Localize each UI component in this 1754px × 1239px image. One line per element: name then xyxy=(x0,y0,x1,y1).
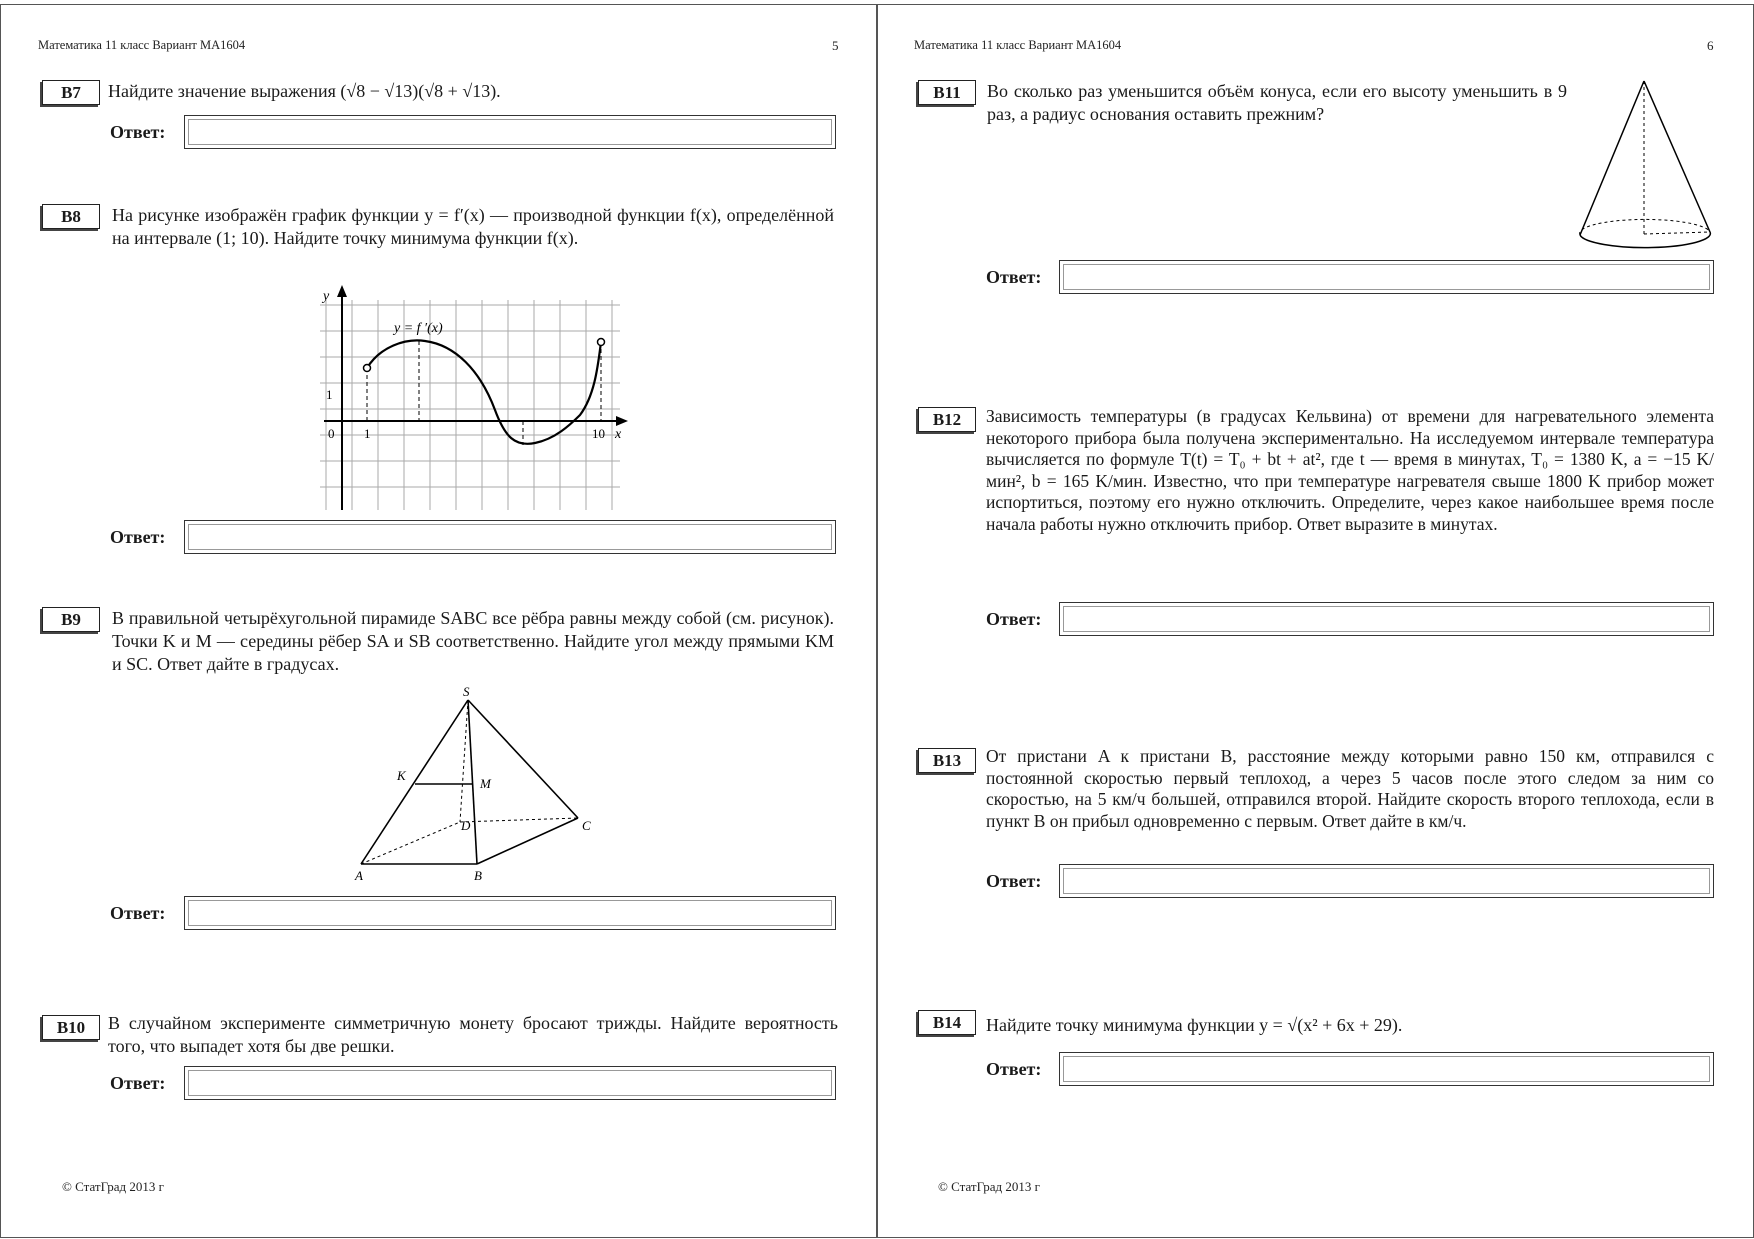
pyramid-figure xyxy=(345,684,595,884)
answer-label: Ответ: xyxy=(110,527,166,547)
answer-field[interactable] xyxy=(1059,864,1714,898)
graph-tick-10x: 10 xyxy=(592,426,605,441)
task-label: B12 xyxy=(918,407,976,432)
task-label: B7 xyxy=(42,80,100,105)
task-text: Найдите точку минимума функции y = √(x² + 6x + 29). xyxy=(986,1015,1403,1035)
pyramid-label-a: A xyxy=(355,868,363,883)
graph-axis-x-label: x xyxy=(615,427,622,442)
answer-label: Ответ: xyxy=(110,903,166,923)
task-label: B14 xyxy=(918,1010,976,1035)
task-text: В случайном эксперименте симметричную монету бросают трижды. Найдите вероятность того, что выпадет хотя бы две решки. xyxy=(108,1013,838,1056)
task-text: Найдите значение выражения (√8 − √13)(√8 + √13). xyxy=(108,81,501,101)
answer-label: Ответ: xyxy=(986,267,1042,287)
page-header: Математика 11 класс Вариант МА1604 xyxy=(914,38,1122,52)
graph-tick-0: 0 xyxy=(328,426,335,441)
answer-field[interactable] xyxy=(1059,260,1714,294)
answer-field[interactable] xyxy=(184,1066,836,1100)
right-page xyxy=(877,0,1754,1239)
answer-field[interactable] xyxy=(184,896,836,930)
pyramid-label-b: B xyxy=(474,868,482,883)
cone-figure xyxy=(1572,75,1722,255)
task-label: B13 xyxy=(918,748,976,773)
graph-function-label: y = f ′(x) xyxy=(394,321,443,336)
pyramid-label-c: C xyxy=(582,818,591,833)
task-label: B9 xyxy=(42,607,100,632)
answer-label: Ответ: xyxy=(986,609,1042,629)
answer-label: Ответ: xyxy=(986,1059,1042,1079)
task-label: B10 xyxy=(42,1015,100,1040)
pyramid-label-d: D xyxy=(461,818,471,833)
answer-label: Ответ: xyxy=(110,122,166,142)
graph-tick-1x: 1 xyxy=(364,426,371,441)
page-number: 6 xyxy=(1707,38,1714,53)
answer-field[interactable] xyxy=(184,115,836,149)
task-label: B11 xyxy=(918,80,976,105)
pyramid-label-s: S xyxy=(463,684,470,699)
task-text: От пристани A к пристани B, расстояние между которыми равно 150 км, отправился с постоянной скоростью первый теплоход, а через 5 часов после этого следом за ним со скоростью, на 5 км/ч большей, отправился второй. Найдите скорость второго теплохода, если в пункт B он прибыл одновременно с первым. Ответ дайте в км/ч. xyxy=(986,746,1714,831)
task-text: Зависимость температуры (в градусах Кельвина) от времени для нагревательного элемента некоторого прибора была получена экспериментально. На исследуемом интервале температура вычисляется по формуле T(t) = T₀ + bt + at², где t — время в минутах, T₀ = 1380 K, a = −15 K/мин², b = 165 K/мин. Известно, что при температуре нагревателя свыше 1800 K прибор может испортиться, поэтому его нужно отключить. Определите, через какое наибольшее время после начала работы нужно отключить прибор. Ответ выразите в минутах. xyxy=(986,406,1714,534)
page-footer: © СтатГрад 2013 г xyxy=(62,1179,164,1194)
derivative-graph xyxy=(320,285,630,515)
answer-label: Ответ: xyxy=(986,871,1042,891)
page-footer: © СтатГрад 2013 г xyxy=(938,1179,1040,1194)
task-text: В правильной четырёхугольной пирамиде SABC все рёбра равны между собой (см. рисунок). Точки K и M — середины рёбер SA и SB соответственно. Найдите угол между прямыми KM и SC. Ответ дайте в градусах. xyxy=(112,608,834,674)
pyramid-label-k: K xyxy=(397,768,406,783)
graph-axis-y-label: y xyxy=(323,289,330,304)
graph-tick-1y: 1 xyxy=(326,387,333,402)
answer-label: Ответ: xyxy=(110,1073,166,1093)
page-number: 5 xyxy=(832,38,839,53)
pyramid-label-m: M xyxy=(480,776,491,791)
task-text: Во сколько раз уменьшится объём конуса, если его высоту уменьшить в 9 раз, а радиус основания оставить прежним? xyxy=(987,81,1567,124)
task-text: На рисунке изображён график функции y = f′(x) — производной функции f(x), определённой на интервале (1; 10). Найдите точку минимума функции f(x). xyxy=(112,205,834,248)
answer-field[interactable] xyxy=(184,520,836,554)
task-label: B8 xyxy=(42,204,100,229)
page-header: Математика 11 класс Вариант МА1604 xyxy=(38,38,246,52)
answer-field[interactable] xyxy=(1059,1052,1714,1086)
answer-field[interactable] xyxy=(1059,602,1714,636)
